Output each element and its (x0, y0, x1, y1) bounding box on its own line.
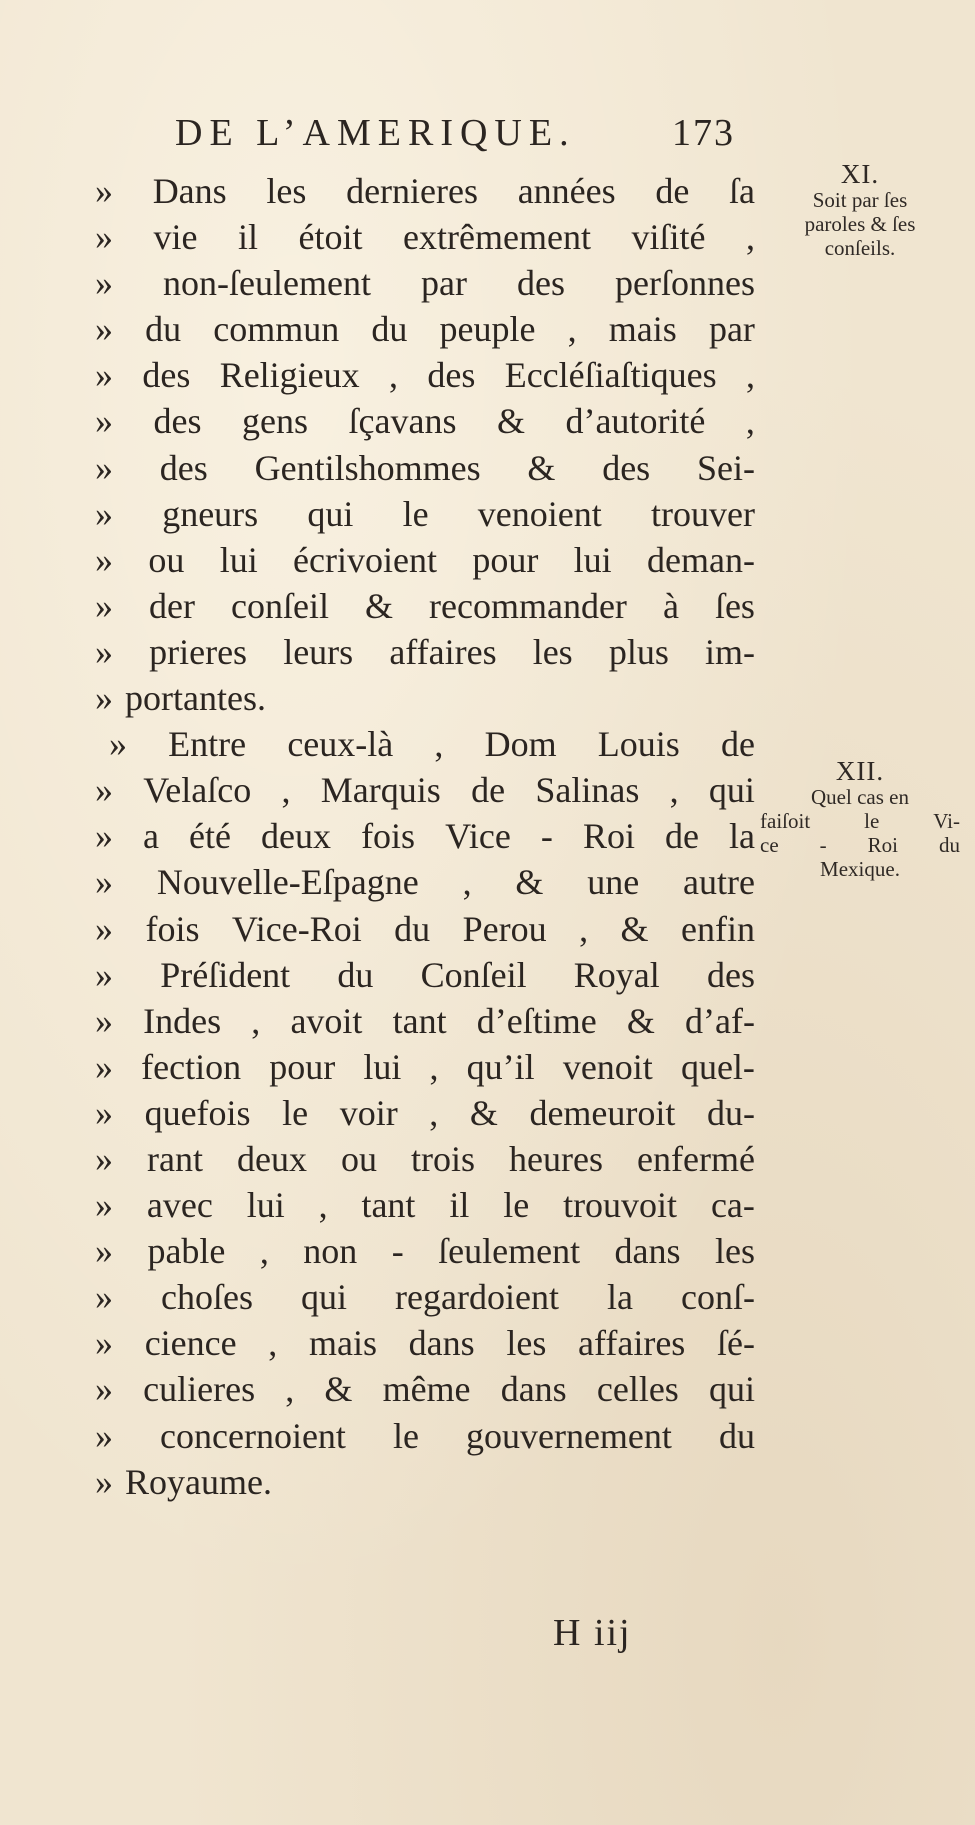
text-word: » (95, 1046, 113, 1087)
text-word: Roi (582, 816, 635, 857)
text-word: du (337, 954, 374, 995)
text-word: im- (704, 631, 755, 672)
text-line (95, 445, 755, 491)
text-word: de (655, 171, 690, 211)
text-word: ſa (729, 171, 755, 211)
text-word: tant (392, 1000, 447, 1041)
text-line (95, 952, 755, 998)
text-word: du (145, 309, 182, 350)
text-word: Royal (573, 954, 660, 995)
text-word: Vice-Roi (231, 908, 362, 949)
text-word: » (95, 678, 113, 719)
text-word: il (449, 1185, 470, 1226)
text-word: » (95, 1323, 113, 1364)
text-word: ou (148, 539, 185, 580)
text-word: non-ſeulement (163, 263, 371, 304)
text-word: Préſident (160, 954, 291, 995)
text-word: des (153, 401, 202, 442)
text-word: » (95, 1092, 113, 1133)
text-word: étoit (298, 217, 363, 258)
text-word: Salinas (535, 770, 640, 811)
text-word: ca- (710, 1185, 755, 1226)
text-word: qui (301, 1277, 348, 1318)
margin-note-number: XI. (840, 159, 880, 189)
running-title: DE L’AMERIQUE. (175, 112, 576, 154)
text-word: fois (145, 908, 200, 949)
text-word: gneurs (162, 493, 259, 534)
text-word: a (143, 816, 160, 857)
text-word: der (149, 585, 195, 626)
text-word: venoit (562, 1046, 653, 1087)
text-word: mais (608, 309, 677, 350)
text-line (95, 1044, 755, 1090)
text-line (95, 260, 755, 306)
text-line (95, 859, 755, 905)
text-word: celles (596, 1369, 679, 1410)
text-word: du (371, 309, 408, 350)
text-word: & (620, 908, 649, 949)
margin-note-number: XII. (835, 756, 885, 786)
text-line (95, 1090, 755, 1136)
margin-note-line: Quel cas en (811, 785, 909, 809)
text-word: » (95, 309, 113, 350)
text-word: des (427, 355, 476, 396)
text-word: venoient (477, 493, 602, 534)
text-word: » (95, 862, 113, 903)
text-word: peuple (439, 309, 536, 350)
text-word: le (402, 493, 429, 534)
text-word: leurs (283, 631, 354, 672)
text-word: même (382, 1369, 471, 1410)
text-word: fection (141, 1046, 242, 1087)
text-word: & (527, 447, 556, 488)
text-line (95, 1182, 755, 1228)
page-number: 173 (672, 112, 735, 154)
text-word: ſçavans (348, 401, 457, 442)
text-word: pable (147, 1231, 226, 1272)
text-word: , (429, 1046, 439, 1087)
text-word: » (95, 585, 113, 626)
text-word: mais (308, 1323, 377, 1364)
text-word: » (95, 401, 113, 442)
text-word: la (606, 1277, 633, 1318)
text-word: fois (361, 816, 416, 857)
text-line (95, 906, 755, 952)
text-word: » (109, 724, 127, 765)
text-word: les (532, 631, 573, 672)
text-word: ſé- (717, 1323, 755, 1364)
text-word: » (95, 954, 113, 995)
text-word: regardoient (395, 1277, 559, 1318)
margin-note-xi (760, 160, 960, 260)
text-line (95, 629, 755, 675)
text-word: Nouvelle-Eſpagne (156, 862, 419, 903)
text-word: du (394, 908, 431, 949)
text-line (95, 1413, 755, 1459)
text-word: & (324, 1369, 353, 1410)
text-word: trouvoit (563, 1185, 678, 1226)
text-word: d’eſtime (476, 1000, 597, 1041)
text-word: de (720, 724, 755, 765)
text-word: extrêmement (403, 217, 591, 258)
text-word: lui (219, 539, 258, 580)
text-word: deux (237, 1138, 307, 1179)
text-word: le (282, 1092, 309, 1133)
text-word: pour (269, 1046, 336, 1087)
text-word: non (303, 1231, 358, 1272)
text-word: pour (472, 539, 539, 580)
text-word: par (708, 309, 755, 350)
text-word: dans (500, 1369, 567, 1410)
text-word: » (95, 816, 113, 857)
page-header (175, 108, 735, 158)
text-word: cience (144, 1323, 237, 1364)
signature-mark: H iij (553, 1612, 632, 1654)
text-word: » (95, 1138, 113, 1179)
text-word: Dom (484, 724, 557, 765)
text-word: » (95, 1185, 113, 1226)
text-word: dernieres (346, 171, 478, 211)
text-word: » (95, 770, 113, 811)
text-word: ſes (714, 585, 755, 626)
text-word: Entre (168, 724, 247, 765)
margin-note-line: paroles & ſes (804, 212, 916, 236)
text-line (95, 398, 755, 444)
text-word: ou (341, 1138, 377, 1179)
margin-note-xii (760, 757, 960, 881)
margin-note-line: ce - Roi du (760, 833, 960, 857)
text-word: » (95, 1000, 113, 1041)
text-word: » (95, 631, 113, 672)
text-word: les (714, 1231, 755, 1272)
text-word: Royaume. (125, 1461, 272, 1502)
text-word: lui (363, 1046, 402, 1087)
text-word: prieres (149, 631, 248, 672)
text-word: Marquis (320, 770, 441, 811)
text-line (95, 1366, 755, 1412)
text-word: qui (708, 1369, 755, 1410)
text-word: dans (614, 1231, 681, 1272)
text-line (95, 214, 755, 260)
text-word: à (662, 585, 679, 626)
text-word: affaires (578, 1323, 686, 1364)
text-word: lui (573, 539, 612, 580)
text-word: autre (683, 862, 755, 903)
text-word: de (665, 816, 699, 857)
text-word: , (579, 908, 589, 949)
text-word: gouvernement (465, 1415, 672, 1456)
text-word: ceux-là (287, 724, 394, 765)
text-word: deman- (647, 539, 755, 580)
text-word: conſeil (231, 585, 329, 626)
text-word: , (746, 217, 755, 258)
margin-note-line: faiſoit le Vi- (760, 809, 960, 833)
text-word: portantes. (125, 678, 266, 719)
text-word: tant (361, 1185, 416, 1226)
text-word: Conſeil (420, 954, 527, 995)
text-word: - (391, 1231, 404, 1272)
text-word: » (95, 1277, 113, 1318)
text-word: Indes (143, 1000, 222, 1041)
text-word: Velaſco (143, 770, 252, 811)
text-word: » (95, 1231, 113, 1272)
text-word: » (95, 171, 113, 211)
text-word: par (421, 263, 467, 304)
text-word: & (496, 401, 525, 442)
text-line (95, 491, 755, 537)
text-word: du (718, 1415, 755, 1456)
text-word: gens (242, 401, 308, 442)
text-line (95, 306, 755, 352)
margin-note-line: conſeils. (824, 236, 896, 260)
body-text (95, 168, 755, 1505)
text-line (95, 1228, 755, 1274)
text-word: & (626, 1000, 655, 1041)
text-word: trois (411, 1138, 476, 1179)
text-word: lui (246, 1185, 285, 1226)
text-word: été (189, 816, 232, 857)
text-word: des (159, 447, 208, 488)
text-word: il (238, 217, 259, 258)
text-word: » (95, 263, 113, 304)
text-word: avoit (290, 1000, 363, 1041)
text-word: deux (261, 816, 332, 857)
text-word: Gentilshommes (254, 447, 481, 488)
text-word: Perou (462, 908, 547, 949)
text-word: Louis (597, 724, 680, 765)
text-word: enfin (680, 908, 755, 949)
text-line (95, 583, 755, 629)
text-word: des (707, 954, 755, 995)
text-word: affaires (389, 631, 497, 672)
text-word: » (95, 908, 113, 949)
text-word: » (95, 217, 113, 258)
text-word: les (266, 171, 307, 211)
text-word: des (602, 447, 651, 488)
text-word: dans (408, 1323, 475, 1364)
text-word: Eccléſiaſtiques (504, 355, 717, 396)
margin-note-line: Soit par ſes (812, 188, 908, 212)
text-word: avec (146, 1185, 213, 1226)
text-word: des (142, 355, 191, 396)
text-word: » (95, 1415, 113, 1456)
text-word: , (318, 1185, 328, 1226)
text-word: ſeulement (438, 1231, 581, 1272)
text-word: rant (147, 1138, 203, 1179)
text-line (95, 1320, 755, 1366)
text-line (95, 675, 755, 721)
text-word: , (389, 355, 399, 396)
text-word: commun (213, 309, 340, 350)
text-word: , (259, 1231, 269, 1272)
text-word: concernoient (160, 1415, 346, 1456)
text-word: , (745, 355, 755, 396)
text-word: » (95, 1369, 113, 1410)
text-word: du- (706, 1092, 755, 1133)
text-word: » (95, 447, 113, 488)
text-line (95, 168, 755, 214)
text-word: les (506, 1323, 547, 1364)
text-word: écrivoient (293, 539, 437, 580)
text-word: Vice (445, 816, 511, 857)
text-word: , (462, 862, 472, 903)
text-word: le (392, 1415, 419, 1456)
text-word: » (95, 1461, 113, 1502)
text-word: demeuroit (529, 1092, 676, 1133)
text-line (95, 1459, 755, 1505)
text-word: des (517, 263, 565, 304)
text-word: » (95, 493, 113, 534)
text-line (95, 1274, 755, 1320)
text-word: recommander (429, 585, 627, 626)
text-word: qu’il (466, 1046, 535, 1087)
text-word: enfermé (637, 1138, 755, 1179)
text-word: culieres (143, 1369, 256, 1410)
text-word: quefois (144, 1092, 251, 1133)
text-word: qui (708, 770, 755, 811)
text-word: de (471, 770, 506, 811)
text-line (95, 998, 755, 1044)
text-line (95, 721, 755, 767)
text-line (95, 537, 755, 583)
text-word: , (268, 1323, 278, 1364)
text-word: - (540, 816, 553, 857)
text-word: , (281, 770, 291, 811)
text-word: , (669, 770, 679, 811)
text-word: qui (307, 493, 354, 534)
text-word: années (517, 171, 616, 211)
text-word: voir (339, 1092, 398, 1133)
text-word: la (729, 816, 755, 857)
text-word: & (469, 1092, 498, 1133)
text-word: vie (153, 217, 198, 258)
text-word: conſ- (680, 1277, 755, 1318)
text-word: plus (608, 631, 669, 672)
text-word: perſonnes (615, 263, 755, 304)
text-word: d’af- (685, 1000, 755, 1041)
text-word: » (95, 355, 113, 396)
text-word: , (745, 401, 755, 442)
margin-note-line: Mexique. (820, 857, 900, 881)
text-word: » (95, 539, 113, 580)
text-word: une (587, 862, 640, 903)
text-word: choſes (161, 1277, 253, 1318)
text-word: , (429, 1092, 439, 1133)
text-word: d’autorité (565, 401, 706, 442)
text-word: trouver (650, 493, 755, 534)
text-word: heures (509, 1138, 604, 1179)
text-word: & (515, 862, 544, 903)
text-word: Dans (152, 171, 227, 211)
text-word: , (251, 1000, 261, 1041)
text-word: , (434, 724, 444, 765)
text-word: le (503, 1185, 530, 1226)
text-line (95, 352, 755, 398)
text-word: & (364, 585, 393, 626)
text-line (95, 1136, 755, 1182)
text-word: quel- (680, 1046, 755, 1087)
text-word: Sei- (696, 447, 755, 488)
text-line (95, 767, 755, 813)
text-word: viſité (631, 217, 706, 258)
text-line (95, 813, 755, 859)
text-word: , (285, 1369, 295, 1410)
text-word: Religieux (219, 355, 360, 396)
text-word: , (567, 309, 577, 350)
